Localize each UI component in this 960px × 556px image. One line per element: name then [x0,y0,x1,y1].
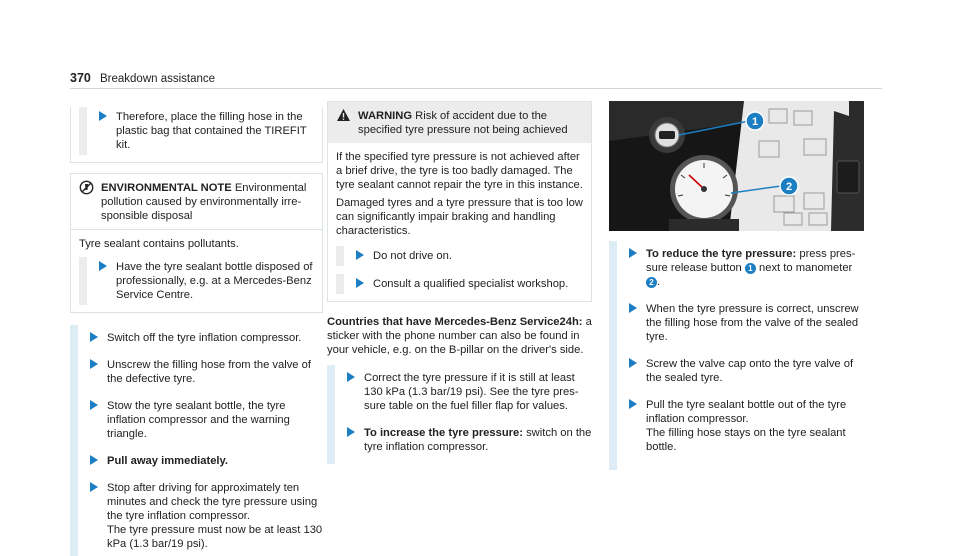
step-note: The tyre pressure must now be at least 130 kPa (1.3 bar/19 psi). [107,524,323,550]
step-rest: switch on the tyre inflation compressor. [364,427,592,453]
arrow-right-icon [347,427,355,437]
column-2 [327,101,592,464]
step-stop-check [70,471,323,556]
step-text: Unscrew the filling hose from the valve of the defective tyre. [107,359,311,385]
step-correct-pressure [327,365,592,416]
step-pull-bottle [609,388,864,470]
step-switch-off [70,325,323,348]
warning-paragraph-2: Damaged tyres and a tyre pressure that is too low can significantly impair braking and handling characteristics. [336,197,583,237]
step-text: Do not drive on. [373,250,452,262]
step-text: Pull away immediately. [107,455,229,467]
step-unscrew [70,348,323,389]
step-text: Therefore, place the filling hose in the plastic bag that contained the TIREFIT kit. [116,111,307,151]
arrow-right-icon [90,455,98,465]
step-text: Screw the valve cap onto the tyre valve of the sealed tyre. [646,358,854,384]
warning-title-text: Risk of accident due to the specified tyre pressure not being achieved [358,110,568,136]
warning-header [328,102,591,143]
step-valve-cap [609,347,864,388]
arrow-right-icon [90,482,98,492]
step-rest: . [657,276,661,288]
countries-paragraph [327,315,592,357]
compressor-illustration [609,101,864,231]
arrow-right-icon [629,303,637,313]
badge-2: 2 [646,277,657,288]
step-text: Have the tyre sealant bottle disposed of professionally, e.g. at a Mercedes-Benz Service Centre. [116,261,313,301]
step-dispose-bottle [79,257,314,305]
environmental-note-title: ENVIRONMENTAL NOTE [101,182,232,194]
countries-bold: Countries that have Mercedes-Benz Service24h: [327,316,583,328]
step-bold: To reduce the tyre pressure: [646,248,797,260]
step-text: When the tyre pressure is correct, unscrew the filling hose from the valve of the sealed tyre. [646,303,859,343]
badge-1: 1 [745,263,756,274]
column-1 [70,101,323,556]
page-header [70,70,882,89]
compressor-drawing [609,101,864,231]
step-note: The filling hose stays on the tyre sealant bottle. [646,427,846,453]
step-text [364,426,592,454]
step-reduce-pressure [609,241,864,292]
warning-triangle-icon [336,108,351,124]
step-do-not-drive [336,246,583,266]
environmental-note-header [71,174,322,229]
section-title: Breakdown assistance [100,73,216,85]
arrow-right-icon [356,278,364,288]
step-bold: To increase the tyre pressure: [364,427,523,439]
arrow-right-icon [90,400,98,410]
step-place-hose [79,107,314,155]
warning-box [327,101,592,302]
arrow-right-icon [356,250,364,260]
step-rest: press pressure release button [646,248,856,274]
environmental-note-box [70,173,323,313]
step-text: Stop after driving for approximately ten minutes and check the tyre pressure using the tyre inflation compressor. [107,482,318,522]
arrow-right-icon [90,359,98,369]
arrow-right-icon [90,332,98,342]
step-text: Pull the tyre sealant bottle out of the tyre inflation compressor. [646,399,847,425]
step-text: Correct the tyre pressure if it is still at least 130 kPa (1.3 bar/19 psi). See the tyre pressure table on the fuel filler flap for values. [364,372,579,412]
image-badge-2: 2 [785,181,793,193]
warning-paragraph-1: If the specified tyre pressure is not achieved after a brief drive, the tyre is too badly damaged. The tyre sealant cannot repair the tyre in this instance. [336,151,583,191]
continuation-box [70,107,323,163]
step-text [646,247,864,289]
countries-text: a sticker with the phone number can also be found in your vehicle, e.g. on the B-pillar on the driver's side. [327,316,592,356]
column-3 [609,101,864,470]
image-badge-1: 1 [751,116,759,128]
step-rest: next to manometer [755,262,853,274]
step-stow [70,389,323,444]
step-pull-away [70,444,323,471]
step-text: Stow the tyre sealant bottle, the tyre inflation compressor and the warning triangle. [107,400,290,440]
step-increase-pressure [327,416,592,464]
warning-title: WARNING [358,110,413,122]
arrow-right-icon [99,111,107,121]
arrow-right-icon [629,248,637,258]
step-consult-workshop [336,274,583,294]
arrow-right-icon [629,399,637,409]
no-dumping-icon [79,180,94,197]
page-number: 370 [70,71,91,85]
step-text: Consult a qualified specialist workshop. [373,278,569,290]
environmental-note-title-text: Environmental pollution caused by environmentally irresponsible disposal [101,182,307,222]
environmental-note-body: Tyre sealant contains pollutants. [79,238,239,250]
arrow-right-icon [99,261,107,271]
step-unscrew-hose [609,292,864,347]
arrow-right-icon [347,372,355,382]
arrow-right-icon [629,358,637,368]
step-text: Switch off the tyre inflation compressor. [107,332,302,344]
